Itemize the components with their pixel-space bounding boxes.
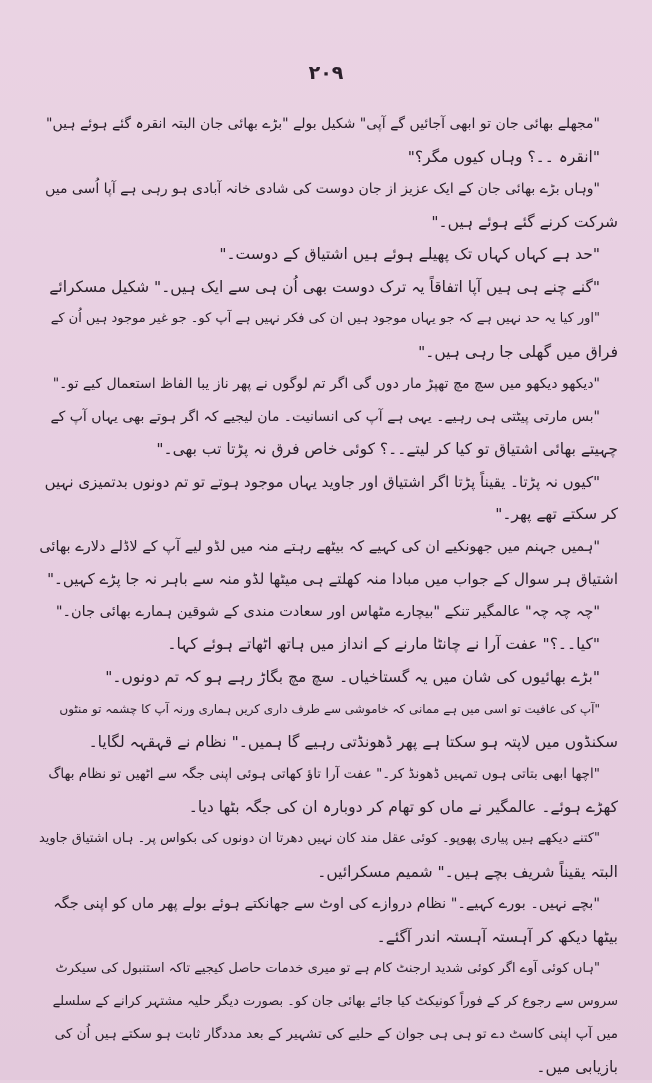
text-line: کھڑے ہوئے۔ عالمگیر نے ماں کو تھام کر دوبارہ ان کی جگہ بٹھا دیا۔	[38, 791, 618, 824]
text-line: اشتیاق ہر سوال کے جواب میں مبادا منہ کھلتے ہی میٹھا لڈو منہ سے باہر نہ جا پڑے کہیں۔"	[38, 563, 618, 596]
text-line: "انقرہ ۔۔؟ وہاں کیوں مگر؟"	[38, 141, 618, 174]
text-line: کر سکتے تھے پھر۔"	[38, 498, 618, 531]
page-number: ٢٠٩	[0, 62, 652, 84]
text-line: "مجھلے بھائی جان تو ابھی آجائیں گے آپی" شکیل بولے "بڑے بھائی جان البتہ انقرہ گئے ہوئے ہیں"	[38, 108, 618, 141]
text-line: سروس سے رجوع کر کے فوراً کونیکٹ کیا جائے بھائی جان کو۔ بصورت دیگر حلیہ مشتہر کرانے کے سلسلے	[38, 986, 618, 1019]
body-text	[38, 108, 618, 1083]
text-line: میں آپ اپنی کاسٹ دے تو ہی ہی جوان کے حلیے کی تشہیر کے بعد مددگار ثابت ہو سکتے ہیں اُن کی	[38, 1018, 618, 1051]
text-line: "بس مارتی پیٹتی ہی رہیے۔ یہی ہے آپ کی انسانیت۔ مان لیجیے کہ اگر ہوتے بھی یہاں آپ کے	[38, 401, 618, 434]
text-line: "بچے نہیں۔ بورے کہیے۔" نظام دروازے کی اوٹ سے جھانکتے ہوئے بولے پھر ماں کو اپنی جگہ	[38, 888, 618, 921]
text-line: "ہاں کوئی آوے اگر کوئی شدید ارجنٹ کام ہے تو میری خدمات حاصل کیجیے تاکہ استنبول کی سیکرٹ	[38, 953, 618, 986]
text-line: "دیکھو دیکھو میں سچ مچ تھپڑ مار دوں گی اگر تم لوگوں نے پھر ناز یبا الفاظ استعمال کیے تو۔"	[38, 368, 618, 401]
text-line: چہیتے بھائی اشتیاق تو کیا کر لیتے۔۔؟ کوئی خاص فرق نہ پڑتا تب بھی۔"	[38, 433, 618, 466]
text-line: "اچھا ابھی بتاتی ہوں تمہیں ڈھونڈ کر۔" عفت آرا تاؤ کھاتی ہوئی اپنی جگہ سے اٹھیں تو نظام بھاگ	[38, 758, 618, 791]
text-line: شرکت کرنے گئے ہوئے ہیں۔"	[38, 206, 618, 239]
text-line: "بڑے بھائیوں کی شان میں یہ گستاخیاں۔ سچ مچ بگاڑ رہے ہو کہ تم دونوں۔"	[38, 661, 618, 694]
text-line: "حد ہے کہاں کہاں تک پھیلے ہوئے ہیں اشتیاق کے دوست۔"	[38, 238, 618, 271]
text-line: "کیوں نہ پڑتا۔ یقیناً پڑتا اگر اشتیاق اور جاوید یہاں موجود ہوتے تو تم دونوں بدتمیزی نہیں	[38, 466, 618, 499]
text-line: فراق میں گھلی جا رہی ہیں۔"	[38, 336, 618, 369]
text-line: "کتنے دیکھے ہیں پیاری پھوپو۔ کوئی عقل مند کان نہیں دھرتا ان دونوں کی بکواس پر۔ ہاں اشتیاق جاوید	[38, 823, 618, 856]
text-line: "کیا۔۔؟" عفت آرا نے چانٹا مارنے کے انداز میں ہاتھ اٹھاتے ہوئے کہا۔	[38, 628, 618, 661]
text-line: "گنے چنے ہی ہیں آپا اتفاقاً یہ ترک دوست بھی اُن ہی سے ایک ہیں۔" شکیل مسکرائے	[38, 271, 618, 304]
text-line: "وہاں بڑے بھائی جان کے ایک عزیز از جان دوست کی شادی خانہ آبادی ہو رہی ہے آپا اُسی میں	[38, 173, 618, 206]
text-line: سکنڈوں میں لاپتہ ہو سکتا ہے پھر ڈھونڈتی رہیے گا ہمیں۔" نظام نے قہقہہ لگایا۔	[38, 726, 618, 759]
text-line: البتہ یقیناً شریف بچے ہیں۔" شمیم مسکرائیں۔	[38, 856, 618, 889]
text-line: بیٹھا دیکھ کر آہستہ آہستہ اندر آگئے۔	[38, 921, 618, 954]
text-line: "ہمیں جہنم میں جھونکیے ان کی کہیے کہ بیٹھے رہتے منہ میں لڈو لیے آپ کے لاڈلے دلارے بھائی	[38, 531, 618, 564]
text-line: "اور کیا یہ حد نہیں ہے کہ جو یہاں موجود ہیں ان کی فکر نہیں ہے آپ کو۔ جو غیر موجود ہیں اُن کے	[38, 303, 618, 336]
text-line: "چہ چہ چہ" عالمگیر تنکے "بیچارے مٹھاس اور سعادت مندی کے شوقین ہمارے بھائی جان۔"	[38, 596, 618, 629]
text-line: بازیابی میں۔	[38, 1051, 618, 1083]
text-line: "آپ کی عافیت تو اسی میں ہے ممانی کہ خاموشی سے طرف داری کریں ہماری ورنہ آپ کا چشمہ تو منٹوں	[38, 693, 618, 726]
